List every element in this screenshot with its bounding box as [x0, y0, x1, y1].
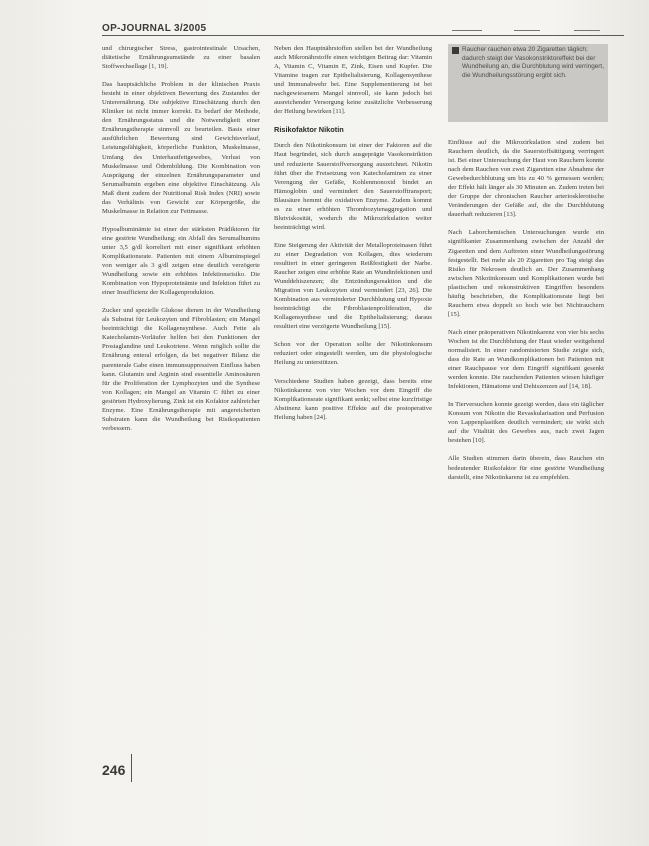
figure-caption-box	[448, 44, 608, 122]
paragraph: Zucker und spezielle Glukose dienen in der Wundheilung als Substrat für Leukozyten und Fibroblasten; ein Mangel beeinträchtigt die Kollagensynthese. Auch Fette als Katecholamin-Vorläufer helfen bei den Funktionen der Prostaglandine und Leukotriene. Wenn möglich sollte die Ernährung enteral erfolgen, da bei negativer Bilanz die parenterale Gabe einen immunsuppressiven Einfluss haben kann. Glutamin und Arginin sind essentielle Aminosäuren für die Proliferation der Lymphozyten und die Synthese von Kollagen; ein Mangel an Vitamin C führt zu einer gestörten Hydroxylierung, Zink ist ein Kofaktor zahlreicher Enzyme. Eine Ernährungstherapie mit angereicherten Substraten kann die Wundheilung bei Risikopatienten verbessern.	[102, 307, 260, 432]
header-dash	[514, 30, 540, 31]
section-heading: Risikofaktor Nikotin	[274, 125, 344, 135]
paragraph: Nach einer präoperativen Nikotinkarenz von vier bis sechs Wochen ist die Durchblutung der Haut wieder weitgehend normalisiert. In einer randomisierten Studie zeigte sich, dass die Rate an Wundkomplikationen bei Patienten mit einer Rauchpause vor dem Eingriff signifikant gesenkt werden konnte. Die rauchenden Patienten wiesen häufiger Infektionen, Hämatome und Dehiszenzen auf [14, 18].	[448, 328, 604, 391]
header-dash	[452, 30, 482, 31]
caption-square-icon	[452, 47, 459, 54]
paragraph: Verschiedene Studien haben gezeigt, dass bereits eine Nikotinkarenz von vier Wochen vor dem Eingriff die Komplikationsrate signifikant senkt; selbst eine kurzfristige Abstinenz kann positive Effekte auf die postoperative Heilung haben [24].	[274, 377, 432, 421]
paragraph: Alle Studien stimmen darin überein, dass Rauchen ein bedeutender Risikofaktor für eine gestörte Wundheilung darstellt, eine Nikotinkarenz ist zu empfehlen.	[448, 455, 604, 481]
paragraph: In Tierversuchen konnte gezeigt werden, dass ein täglicher Konsum von Nikotin die Revaskularisation und Perfusion von Lappenplastiken deutlich vermindert; sie wirkt sich auf die Vitalität des Gewebes aus, nach zwei Jagen bestehen [10].	[448, 401, 604, 445]
header-dash	[574, 30, 600, 31]
paragraph: Nach Laborchemischen Untersuchungen wurde ein signifikanter Zusammenhang zwischen der Anzahl der Zigaretten und dem Auftreten einer Wundheilungsstörung festgestellt. Bei mehr als 20 Zigaretten pro Tag steigt das Risiko für Nekrosen deutlich an. Der Zusammenhang zwischen Nikotinkonsum und Komplikationen wurde bei plastischen und rekonstruktiven Eingriffen besonders häufig beschrieben, die Komplikationsrate liegt bei Rauchern etwa doppelt so hoch wie bei Nichtrauchern [15].	[448, 229, 604, 318]
paragraph: und chirurgischer Stress, gastrointestinale Ursachen, diätetische Ernährungsumstände zu einer basalen Stoffwechsellage [1, 19].	[102, 45, 260, 71]
page-number-rule	[131, 754, 132, 782]
paragraph: Das hauptsächliche Problem in der klinischen Praxis besteht in einer objektiven Bewertung des Zustandes der Unterernährung. Die subjektive Einschätzung durch den Kliniker ist nicht immer korrekt. Es bedarf der Methode, den Ernährungsstatus und die Notwendigkeit einer Ernährungstherapie sinnvoll zu beurteilen. Basis einer ausführlichen Bewertung sind Gewichtsverlauf, Leistungsfähigkeit, körperliche Funktion, Muskelmasse, Umfang des Unterhautfettgewebes, Verlust von Muskelmasse und Ödembildung. Die Kombination von Ausprägung der einzelnen Ernährungsparameter und Serumalbumin ergeben eine objektive Einschätzung. Als Maß dient zudem der Nutritional Risk Index (NRI) sowie das Verhältnis von Gewicht zur Körpergröße, die Muskelmasse in Relation zur Fettmasse.	[102, 81, 260, 215]
text-column-middle	[274, 44, 432, 792]
header-rule	[102, 35, 624, 36]
paragraph: Neben den Hauptnährstoffen stellen bei der Wundheilung auch Mikronährstoffe einen wichtigen Beitrag dar: Vitamin A, Vitamin C, Vitamin E, Zink, Eisen und Kupfer. Die Vitamine tragen zur Epithelialisierung, Kollagensynthese und Immunabwehr bei. Eine Supplementierung ist bei nachgewiesenem Mangel sinnvoll, sie kann jedoch bei ausreichender Versorgung keine zusätzliche Verbesserung der Heilung bewirken [11].	[274, 45, 432, 116]
text-column-right	[448, 138, 604, 778]
paragraph: Hypoalbuminämie ist einer der stärksten Prädiktoren für eine gestörte Wundheilung; ein Abfall des Serumalbumins unter 3,5 g/dl korreliert mit einer signifikant erhöhten Komplikationsrate. Patienten mit einem Albuminspiegel von weniger als 3 g/dl zeigen eine deutlich verzögerte Wundheilung sowie ein erhöhtes Infektionsrisiko. Die Kombination von Hypoproteinämie und Infektion führt zu einer Insuffizienz der Kollagenproduktion.	[102, 225, 260, 297]
page-number: 246	[102, 762, 126, 778]
paragraph: Durch den Nikotinkonsum ist einer der Faktoren auf die Haut begründet, sich durch ausgeprägte Vasokonstriktion und reduzierte Sauerstoffversorgung auszeichnet. Nikotin führt über die Freisetzung von Katecholaminen zu einer Verengung der Gefäße, Kohlenmonoxid bindet an Hämoglobin und vermindert den Sauerstofftransport; Blausäure hemmt die oxidativen Enzyme. Zudem kommt es zu einer erhöhten Thrombozytenaggregation und Blutviskosität, wodurch die Mikrozirkulation weiter beeinträchtigt wird.	[274, 142, 432, 231]
text-column-left	[102, 44, 260, 792]
paragraph: Eine Steigerung der Aktivität der Metalloproteinasen führt zu einer Degradation von Kollagen, dies wiederum resultiert in einer geringeren Reißfestigkeit der Narbe. Raucher zeigen eine erhöhte Rate an Wundinfektionen und Wunddehiszenzen; die Entzündungsreaktion und die Migration von Leukozyten sind vermindert [23, 26]. Die Kombination aus verminderter Durchblutung und Hypoxie beeinträchtigt die Fibroblastenproliferation, die Kollagensynthese und die Epithelialisierung; daraus resultiert eine verzögerte Wundheilung [15].	[274, 241, 432, 331]
figure-caption: Raucher rauchen etwa 20 Zigaretten täglich; dadurch steigt der Vasokonstriktoreffekt bei der Wundheilung an, die Durchblutung wird verringert, die Wundheilungsstörung ergibt sich.	[462, 46, 604, 79]
paragraph: Schon vor der Operation sollte der Nikotinkonsum reduziert oder eingestellt werden, um die physiologische Heilung zu unterstützen.	[274, 341, 432, 367]
paragraph: Einflüsse auf die Mikrozirkulation sind zudem bei Rauchern deutlich, da die Sauerstoffsättigung verringert ist. Bei einer Untersuchung der Haut von Rauchern konnte nach dem Rauchen von zwei Zigaretten eine Abnahme der Gewebedurchblutung um bis zu 40 % gemessen werden; der Effekt hält länger als 30 Minuten an. Zudem treten bei der Gruppe der chronischen Raucher arteriosklerotische Veränderungen der Gefäße auf, die die Durchblutung dauerhaft reduzieren [13].	[448, 139, 604, 219]
journal-title: OP-JOURNAL 3/2005	[102, 23, 207, 34]
